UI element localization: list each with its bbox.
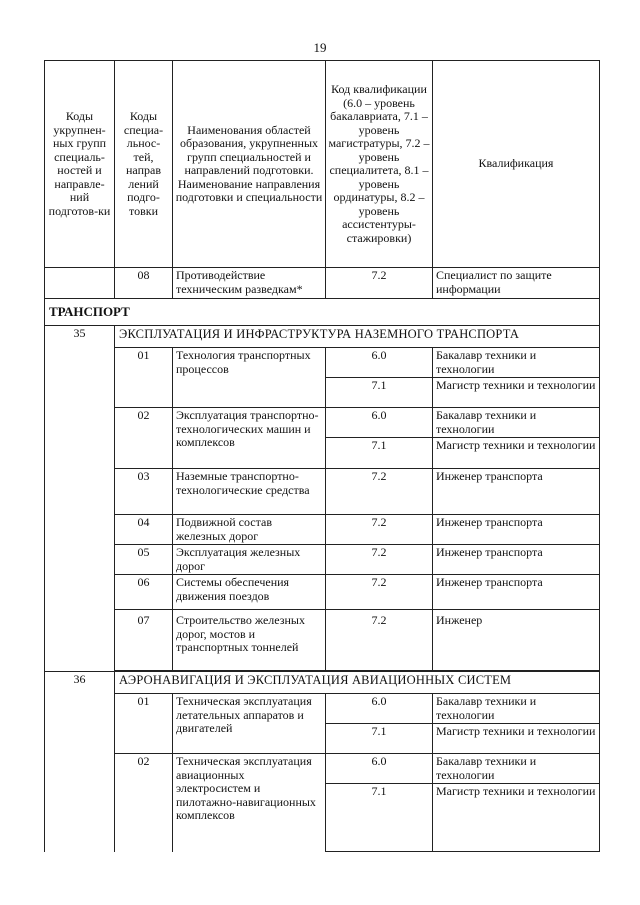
section-row (45, 299, 600, 326)
table-row: 08 Противодействие техническим разведкам* 7.2 Специалист по защите информации (45, 268, 600, 299)
group-row (45, 672, 600, 694)
table-row: 7.1 Магистр техники и технологии (45, 438, 600, 469)
group-code: 36 (45, 672, 115, 852)
header-qualification-code: Код квалификации (6.0 – уровень бакалавриата, 7.1 – уровень магистратуры, 7.2 – уровень специалитета, 8.1 – уровень ординатуры, 8.2 – уровень ассистентуры-стажировки) (326, 61, 433, 268)
table-row: 03 Наземные транспортно-технологические средства 7.2 Инженер транспорта (45, 469, 600, 515)
table-row: 04 Подвижной состав железных дорог 7.2 Инженер транспорта (45, 515, 600, 545)
group-title: АЭРОНАВИГАЦИЯ И ЭКСПЛУАТАЦИЯ АВИАЦИОННЫХ СИСТЕМ (115, 672, 600, 694)
group-row (45, 326, 600, 348)
table-row: 02 Эксплуатация транспортно-технологических машин и комплексов 6.0 Бакалавр техники и технологии (45, 408, 600, 438)
qualification-table (44, 60, 600, 852)
header-row (45, 61, 600, 268)
table-row: 01 Техническая эксплуатация летательных аппаратов и двигателей 6.0 Бакалавр техники и технологии (45, 694, 600, 724)
table-row: 05 Эксплуатация железных дорог 7.2 Инженер транспорта (45, 545, 600, 575)
table-row: 07 Строительство железных дорог, мостов и транспортных тоннелей 7.2 Инженер (45, 610, 600, 671)
table-row: 7.1 Магистр техники и технологии (45, 724, 600, 754)
group-code: 35 (45, 326, 115, 672)
group-title: ЭКСПЛУАТАЦИЯ И ИНФРАСТРУКТУРА НАЗЕМНОГО ТРАНСПОРТА (115, 326, 600, 348)
table-row: 7.1 Магистр техники и технологии (45, 784, 600, 852)
table-row: 06 Системы обеспечения движения поездов 7.2 Инженер транспорта (45, 575, 600, 610)
header-group-codes: Коды укрупнен-ных групп специаль-ностей и направле-ний подготов-ки (45, 61, 115, 268)
section-title: ТРАНСПОРТ (45, 299, 600, 326)
header-qualification: Квалификация (433, 61, 600, 268)
table-row: 01 Технология транспортных процессов 6.0 Бакалавр техники и технологии (45, 348, 600, 378)
header-names: Наименования областей образования, укрупненных групп специальностей и направлений подготовки. Наименование направления подготовки и специальности (173, 61, 326, 268)
table-row: 7.1 Магистр техники и технологии (45, 378, 600, 408)
page-number: 19 (313, 40, 327, 55)
table-row: 02 Техническая эксплуатация авиационных электросистем и пилотажно-навигационных комплексов 6.0 Бакалавр техники и технологии (45, 754, 600, 784)
header-specialty-codes: Коды специа-льнос-тей, направ лений подго-товки (115, 61, 173, 268)
